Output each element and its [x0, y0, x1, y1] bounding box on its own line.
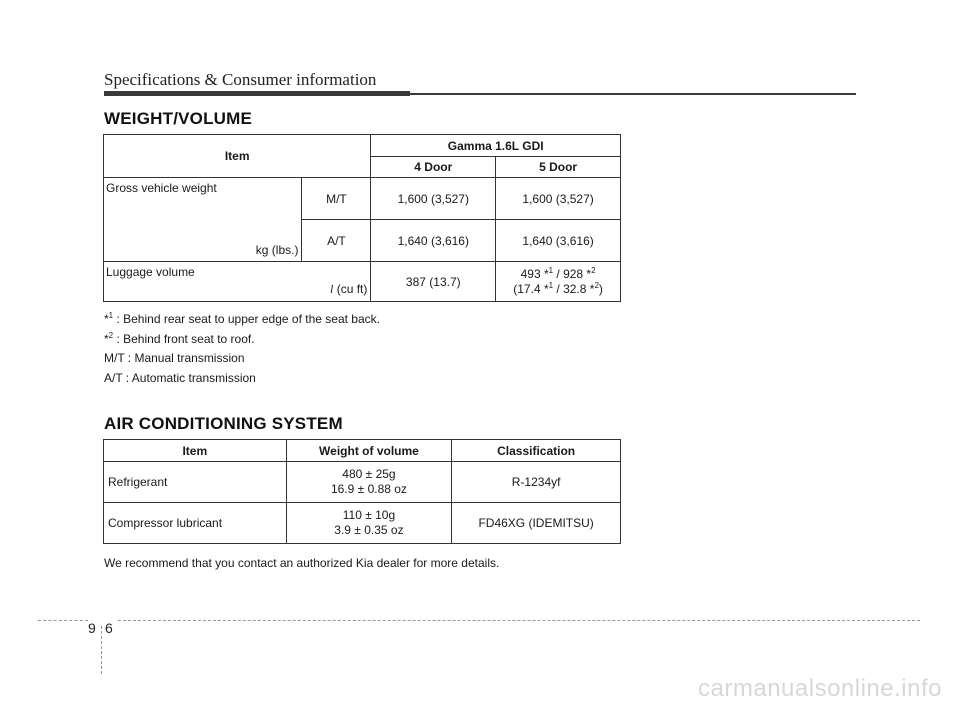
- ac-lubricant-weight: 110 ± 10g 3.9 ± 0.35 oz: [286, 503, 452, 544]
- ac-header-weight: Weight of volume: [286, 440, 452, 462]
- gvw-label: Gross vehicle weight: [106, 181, 217, 195]
- air-conditioning-table: [103, 439, 621, 544]
- gvw-cell: [104, 178, 302, 262]
- note-at: A/T : Automatic transmission: [104, 371, 256, 385]
- door4-header: 4 Door: [371, 157, 496, 178]
- at-5door: 1,640 (3,616): [496, 220, 621, 262]
- note-1: *$^1$ : Behind rear seat to upper edge of the seat back.: [104, 311, 380, 326]
- ac-header-item: Item: [104, 440, 287, 462]
- header-rule: [410, 93, 856, 95]
- note-mt: M/T : Manual transmission: [104, 351, 245, 365]
- mt-5door: 1,600 (3,527): [496, 178, 621, 220]
- item-header: Item: [104, 135, 371, 178]
- table-row: [104, 462, 621, 503]
- ac-header-classification: Classification: [452, 440, 621, 462]
- page-number: 6: [105, 620, 113, 636]
- ac-refrigerant-item: Refrigerant: [104, 462, 287, 503]
- footer-rule-vertical: [101, 626, 102, 674]
- ac-refrigerant-classification: R-1234yf: [452, 462, 621, 503]
- at-4door: 1,640 (3,616): [371, 220, 496, 262]
- ac-lubricant-classification: FD46XG (IDEMITSU): [452, 503, 621, 544]
- mt-4door: 1,600 (3,527): [371, 178, 496, 220]
- luggage-4door: 387 (13.7): [371, 262, 496, 302]
- luggage-label: Luggage volume: [106, 265, 195, 279]
- door5-header: 5 Door: [496, 157, 621, 178]
- page-header-title: Specifications & Consumer information: [104, 70, 377, 89]
- at-label: A/T: [302, 220, 371, 262]
- weight-volume-table: [103, 134, 621, 302]
- chapter-number: 9: [88, 620, 96, 636]
- ac-refrigerant-weight: 480 ± 25g 16.9 ± 0.88 oz: [286, 462, 452, 503]
- gvw-unit: kg (lbs.): [255, 243, 299, 257]
- watermark: carmanualsonline.info: [698, 675, 942, 702]
- table-row: [104, 503, 621, 544]
- note-2: *$^2$ : Behind front seat to roof.: [104, 331, 255, 346]
- weight-volume-title: WEIGHT/VOLUME: [104, 109, 253, 128]
- recommend-note: We recommend that you contact an authorized Kia dealer for more details.: [104, 556, 500, 570]
- air-conditioning-title: AIR CONDITIONING SYSTEM: [104, 414, 343, 433]
- header-bar: [104, 91, 410, 96]
- footer-rule-left: [38, 620, 88, 621]
- luggage-unit: l (cu ft): [330, 282, 368, 296]
- luggage-cell: [104, 262, 371, 302]
- engine-header: Gamma 1.6L GDI: [371, 135, 621, 157]
- luggage-5door: 493 *$^1$ / 928 *$^2$ (17.4 *$^1$ / 32.8 *$^2$): [496, 262, 621, 302]
- ac-lubricant-item: Compressor lubricant: [104, 503, 287, 544]
- footer-rule-right: [118, 620, 920, 621]
- mt-label: M/T: [302, 178, 371, 220]
